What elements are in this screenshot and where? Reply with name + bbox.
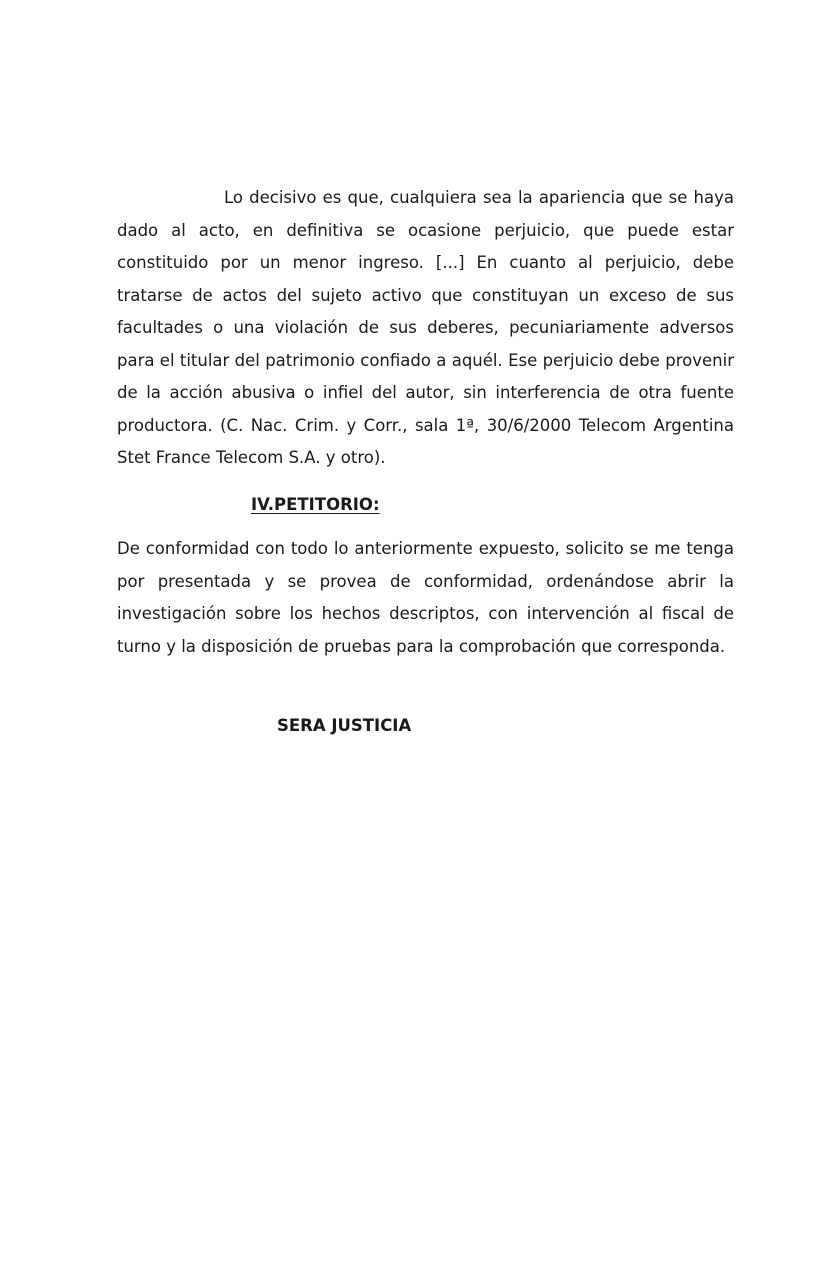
closing-formula: SERA JUSTICIA [277,716,412,735]
petition-paragraph: De conformidad con todo lo anteriormente expuesto, solicito se me tenga por presentada y se provea de conformidad, ordenándose abrir la investigación sobre los hechos descriptos, con intervención al fiscal de turno y la disposición de pruebas para la comprobación que corresponda. [117,539,734,656]
quoted-jurisprudence-paragraph: Lo decisivo es que, cualquiera sea la apariencia que se haya dado al acto, en definitiva se ocasione perjuicio, que puede estar constituido por un menor ingreso. [...] En cuanto al perjuicio, debe tratarse de actos del sujeto activo que constituyan un exceso de sus facultades o una violación de sus deberes, pecuniariamente adversos para el titular del patrimonio confiado a aquél. Ese perjuicio debe provenir de la acción abusiva o infiel del autor, sin interferencia de otra fuente productora. (C. Nac. Crim. y Corr., sala 1ª, 30/6/2000 Telecom Argentina Stet France Telecom S.A. y otro). [117,188,734,467]
section-heading-petitorio: IV.PETITORIO: [251,495,380,514]
